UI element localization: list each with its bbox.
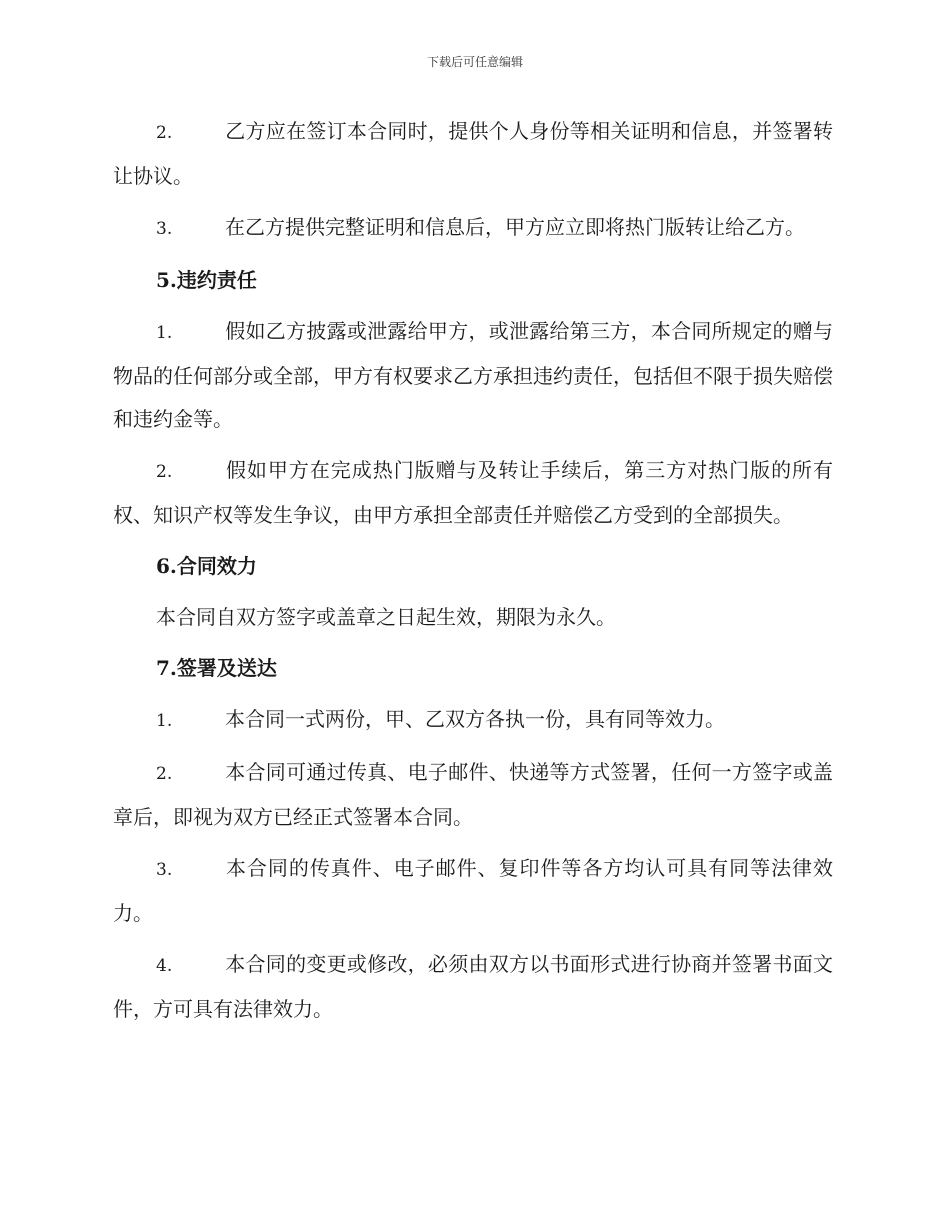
clause-number: 1.	[156, 711, 173, 731]
clause-text: 本合同一式两份，甲、乙双方各执一份，具有同等效力。	[225, 707, 725, 731]
clause-text: 在乙方提供完整证明和信息后，甲方应立即将热门版转让给乙方。	[225, 215, 805, 239]
clause-7-3	[113, 847, 833, 935]
clause-5-2	[113, 449, 833, 537]
section-heading-6: 6.合同效力	[156, 554, 257, 578]
section-heading-7: 7.签署及送达	[156, 656, 277, 680]
clause-number: 2.	[156, 462, 173, 482]
clause-text: 假如乙方披露或泄露给甲方，或泄露给第三方，本合同所规定的赠与物品的任何部分或全部，甲方有权要求乙方承担违约责任，包括但不限于损失赔偿和违约金等。	[113, 319, 833, 431]
clause-text: 本合同的传真件、电子邮件、复印件等各方均认可具有同等法律效力。	[113, 856, 833, 925]
clause-number: 3.	[156, 219, 173, 239]
clause-text: 本合同的变更或修改，必须由双方以书面形式进行协商并签署书面文件，方可具有法律效力。	[113, 952, 833, 1021]
document-body	[113, 110, 833, 1039]
clause-7-1	[113, 698, 833, 743]
clause-number: 3.	[156, 860, 173, 880]
clause-4-3	[113, 206, 833, 251]
clause-4-2	[113, 110, 833, 198]
clause-number: 2.	[156, 123, 173, 143]
page-header: 下载后可任意编辑	[426, 55, 523, 69]
clause-number: 4.	[156, 956, 173, 976]
clause-text: 本合同可通过传真、电子邮件、快递等方式签署，任何一方签字或盖章后，即视为双方已经正式签署本合同。	[113, 760, 833, 829]
clause-text: 乙方应在签订本合同时，提供个人身份等相关证明和信息，并签署转让协议。	[113, 119, 833, 188]
section-heading-5: 5.违约责任	[156, 268, 257, 292]
clause-7-2	[113, 751, 833, 839]
clause-text: 假如甲方在完成热门版赠与及转让手续后，第三方对热门版的所有权、知识产权等发生争议，由甲方承担全部责任并赔偿乙方受到的全部损失。	[113, 458, 833, 527]
clause-number: 1.	[156, 323, 173, 343]
clause-7-4	[113, 943, 833, 1031]
section-6-text: 本合同自双方签字或盖章之日起生效，期限为永久。	[156, 605, 616, 629]
clause-number: 2.	[156, 764, 173, 784]
clause-5-1	[113, 310, 833, 441]
